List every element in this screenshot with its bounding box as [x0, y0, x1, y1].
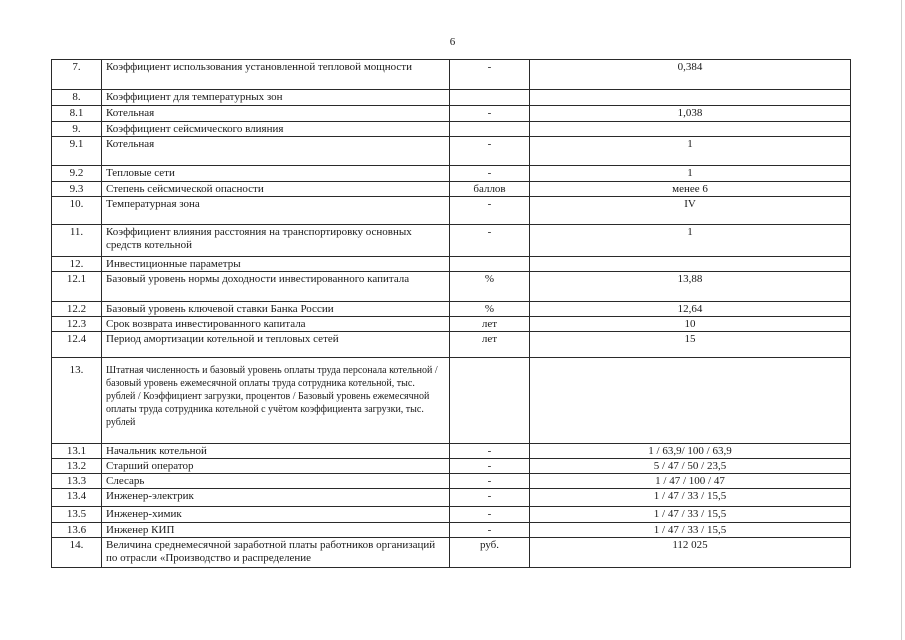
row-value: 1 — [530, 225, 851, 257]
row-unit: - — [450, 166, 530, 182]
table-row — [52, 166, 851, 182]
row-name: Величина среднемесячной заработной платы работников организаций по отрасли «Производство и распределение — [102, 538, 450, 568]
row-number: 12.2 — [52, 302, 102, 317]
row-value: 1 — [530, 166, 851, 182]
row-name: Базовый уровень ключевой ставки Банка России — [102, 302, 450, 317]
parameters-table — [51, 59, 851, 568]
row-name: Коэффициент использования установленной тепловой мощности — [102, 60, 450, 90]
row-number: 12.3 — [52, 317, 102, 332]
row-name: Инженер КИП — [102, 523, 450, 538]
table-row — [52, 507, 851, 523]
table-row — [52, 225, 851, 257]
row-unit — [450, 358, 530, 444]
row-unit: руб. — [450, 538, 530, 568]
row-value — [530, 257, 851, 272]
row-value: 5 / 47 / 50 / 23,5 — [530, 459, 851, 474]
table-row — [52, 257, 851, 272]
row-name: Инженер-электрик — [102, 489, 450, 507]
row-unit: - — [450, 60, 530, 90]
table-row — [52, 106, 851, 122]
row-value: IV — [530, 197, 851, 225]
row-unit: - — [450, 225, 530, 257]
row-number: 9.3 — [52, 182, 102, 197]
row-number: 13.4 — [52, 489, 102, 507]
row-unit: - — [450, 137, 530, 166]
row-number: 7. — [52, 60, 102, 90]
table-row — [52, 523, 851, 538]
row-name: Старший оператор — [102, 459, 450, 474]
row-name: Котельная — [102, 137, 450, 166]
table-row — [52, 182, 851, 197]
row-number: 8. — [52, 90, 102, 106]
row-number: 13.6 — [52, 523, 102, 538]
row-value: 1 / 63,9/ 100 / 63,9 — [530, 444, 851, 459]
row-unit — [450, 257, 530, 272]
row-number: 12.1 — [52, 272, 102, 302]
row-unit: лет — [450, 317, 530, 332]
table-row — [52, 538, 851, 568]
row-number: 13. — [52, 358, 102, 444]
row-value: 1,038 — [530, 106, 851, 122]
row-value — [530, 358, 851, 444]
row-unit: - — [450, 459, 530, 474]
row-number: 9. — [52, 122, 102, 137]
row-name: Срок возврата инвестированного капитала — [102, 317, 450, 332]
row-value: 10 — [530, 317, 851, 332]
row-unit: % — [450, 272, 530, 302]
row-value: 1 / 47 / 100 / 47 — [530, 474, 851, 489]
row-unit: % — [450, 302, 530, 317]
row-name: Инженер-химик — [102, 507, 450, 523]
page-number: 6 — [449, 36, 456, 48]
row-name: Штатная численность и базовый уровень оплаты труда персонала котельной / базовый уровень ежемесячной оплаты труда сотрудника котельной, тыс. рублей / Коэффициент загрузки, процентов / Базовый уровень ежемесячной оплаты труда сотрудника котельной с учётом коэффициента загрузки, тыс. рублей — [102, 358, 450, 444]
row-number: 11. — [52, 225, 102, 257]
table-row — [52, 444, 851, 459]
row-value: менее 6 — [530, 182, 851, 197]
table-row — [52, 60, 851, 90]
table-row — [52, 332, 851, 358]
row-value: 12,64 — [530, 302, 851, 317]
row-name: Коэффициент для температурных зон — [102, 90, 450, 106]
table-row — [52, 474, 851, 489]
table-row — [52, 90, 851, 106]
row-unit: - — [450, 507, 530, 523]
row-value: 1 / 47 / 33 / 15,5 — [530, 489, 851, 507]
table-row — [52, 489, 851, 507]
row-name: Начальник котельной — [102, 444, 450, 459]
scan-edge-line — [901, 0, 902, 640]
row-unit: баллов — [450, 182, 530, 197]
row-name: Котельная — [102, 106, 450, 122]
row-number: 8.1 — [52, 106, 102, 122]
row-number: 13.3 — [52, 474, 102, 489]
row-value — [530, 90, 851, 106]
row-name: Инвестиционные параметры — [102, 257, 450, 272]
row-number: 12. — [52, 257, 102, 272]
row-value: 13,88 — [530, 272, 851, 302]
table-row — [52, 358, 851, 444]
row-number: 10. — [52, 197, 102, 225]
row-number: 9.2 — [52, 166, 102, 182]
row-name: Степень сейсмической опасности — [102, 182, 450, 197]
row-name: Слесарь — [102, 474, 450, 489]
row-name: Температурная зона — [102, 197, 450, 225]
row-value: 112 025 — [530, 538, 851, 568]
row-unit: - — [450, 474, 530, 489]
row-number: 9.1 — [52, 137, 102, 166]
row-value: 1 — [530, 137, 851, 166]
row-value: 15 — [530, 332, 851, 358]
table-row — [52, 272, 851, 302]
row-unit: - — [450, 489, 530, 507]
table-row — [52, 302, 851, 317]
row-unit — [450, 122, 530, 137]
row-unit: - — [450, 106, 530, 122]
row-unit: - — [450, 197, 530, 225]
row-value: 1 / 47 / 33 / 15,5 — [530, 523, 851, 538]
row-name: Коэффициент влияния расстояния на транспортировку основных средств котельной — [102, 225, 450, 257]
row-number: 14. — [52, 538, 102, 568]
row-value: 1 / 47 / 33 / 15,5 — [530, 507, 851, 523]
row-unit — [450, 90, 530, 106]
row-number: 12.4 — [52, 332, 102, 358]
row-number: 13.2 — [52, 459, 102, 474]
table-row — [52, 137, 851, 166]
row-name: Период амортизации котельной и тепловых сетей — [102, 332, 450, 358]
row-name: Базовый уровень нормы доходности инвестированного капитала — [102, 272, 450, 302]
table-row — [52, 459, 851, 474]
row-value — [530, 122, 851, 137]
row-number: 13.1 — [52, 444, 102, 459]
table-row — [52, 122, 851, 137]
row-unit: лет — [450, 332, 530, 358]
row-unit: - — [450, 523, 530, 538]
table-row — [52, 197, 851, 225]
table-row — [52, 317, 851, 332]
row-name: Тепловые сети — [102, 166, 450, 182]
row-value: 0,384 — [530, 60, 851, 90]
row-number: 13.5 — [52, 507, 102, 523]
row-unit: - — [450, 444, 530, 459]
row-name: Коэффициент сейсмического влияния — [102, 122, 450, 137]
